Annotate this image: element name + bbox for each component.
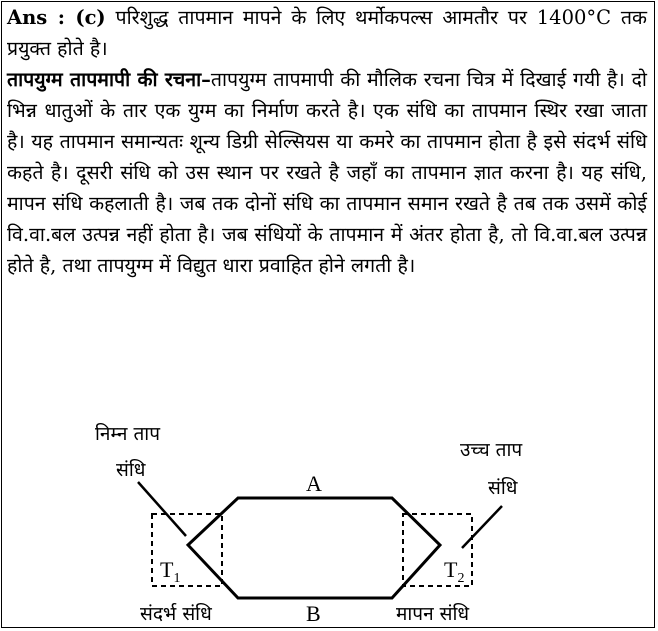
thermocouple-diagram xyxy=(0,410,658,631)
measuring-junction-label: मापन संधि xyxy=(396,603,470,625)
t1-sub: 1 xyxy=(173,571,181,586)
t1-label xyxy=(160,557,180,586)
reference-junction-label: संदर्भ संधि xyxy=(140,603,212,625)
t2-sub: 2 xyxy=(457,571,465,586)
t2-label xyxy=(444,557,464,586)
t2-main: T xyxy=(444,557,458,582)
answer-prefix: Ans : (c) xyxy=(7,6,106,29)
construction-paragraph xyxy=(7,64,647,281)
low-temp-label: निम्न ताप xyxy=(95,423,160,445)
wire-b-label: B xyxy=(306,601,321,626)
t1-main: T xyxy=(160,557,174,582)
answer-paragraph xyxy=(7,2,647,64)
high-temp-label: उच्च ताप xyxy=(460,439,523,461)
high-junction-label: संधि xyxy=(488,477,518,499)
low-junction-label: संधि xyxy=(116,459,146,481)
construction-text: तापयुग्म तापमापी की मौलिक रचना चित्र में दिखाई गयी है। दो भिन्न धातुओं के तार एक युग्म का निर्माण करते है। एक संधि का तापमान स्थिर रखा जाता है। यह तापमान समान्यतः शून्य डिग्री सेल्सियस या कमरे का तापमान होता है इसे संदर्भ संधि कहते है। दूसरी संधि को उस स्थान पर रखते है जहाँ का तापमान ज्ञात करना है। यह संधि, मापन संधि कहलाती है। जब तक दोनों संधि का तापमान समान रखते है तब तक उसमें कोई वि.वा.बल उत्पन्न नहीं होता है। जब संधियों के तापमान में अंतर होता है, तो वि.वा.बल उत्पन्न होते है, तथा तापयुग्म में विद्युत धारा प्रवाहित होने लगती है। xyxy=(7,68,647,277)
answer-text: परिशुद्ध तापमान मापने के लिए थर्मोकपल्स आमतौर पर 1400°C तक प्रयुक्त होते है। xyxy=(7,6,648,60)
construction-heading: तापयुग्म तापमापी की रचना– xyxy=(7,68,211,91)
wire-a-label: A xyxy=(306,471,322,496)
low-temp-leader xyxy=(138,482,186,536)
high-temp-leader xyxy=(462,506,502,548)
